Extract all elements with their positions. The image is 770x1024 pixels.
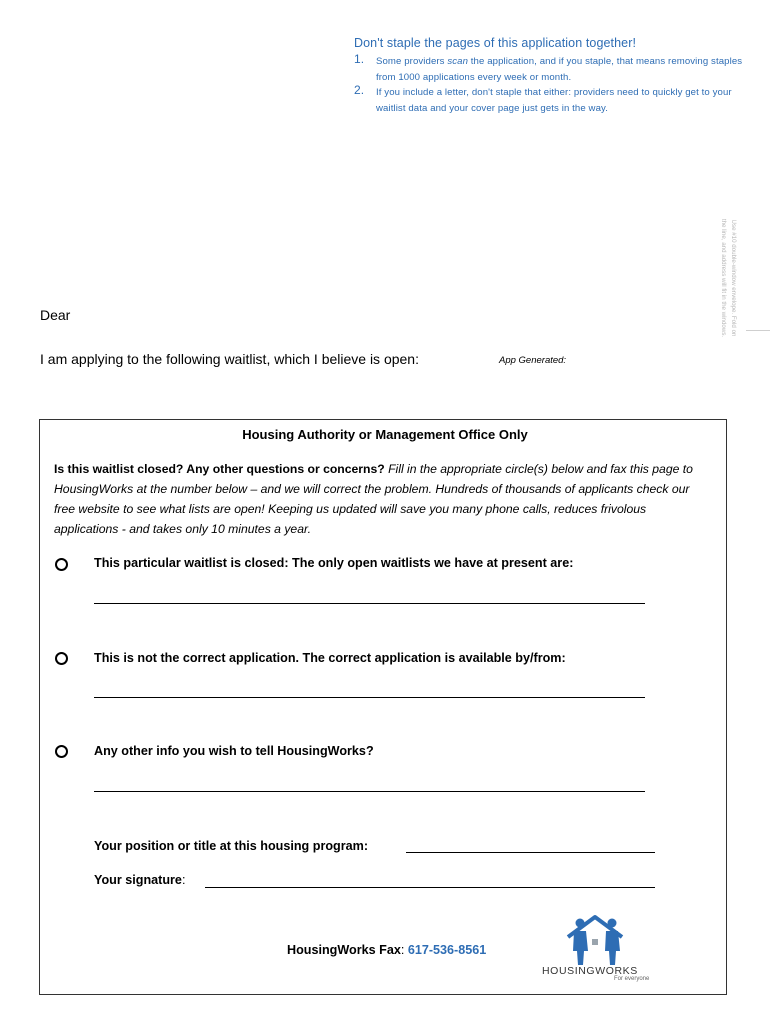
office-instructions [54,459,698,539]
staple-notice [354,36,749,116]
option-other-info-radio[interactable] [55,745,68,758]
office-instruction-text: Fill in the appropriate circle(s) below and fax this page to HousingWorks at the number below – and we will correct the problem. Hundreds of thousands of applicants check our free website to see what lists are open! Keeping us updated will save you many phone calls, reduces frivolous applications - and takes only 10 minutes a year. [54,462,693,536]
logo-wordmark: HOUSINGWORKS [542,965,638,977]
item-text: If you include a letter, don't staple that either: providers need to quickly get to your waitlist data and your cover page just gets in the way. [376,87,732,114]
signature-label-wrap [94,873,185,887]
staple-notice-item-1 [354,54,749,85]
item-number: 2. [354,83,365,97]
app-generated-label: App Generated: [499,355,567,366]
logo-tagline: For everyone [614,976,650,982]
option-wrong-app-answer-line[interactable] [94,696,645,698]
fax-line [287,943,486,957]
fax-colon: : [400,943,408,957]
signature-line[interactable] [205,886,655,888]
item-number: 1. [354,52,365,66]
item-text-pre: Some providers [376,56,448,67]
office-question: Is this waitlist closed? Any other questions or concerns? [54,462,385,476]
housingworks-logo [540,909,670,989]
fax-label: HousingWorks Fax [287,943,401,957]
option-closed-radio[interactable] [55,558,68,571]
position-label: Your position or title at this housing program: [94,839,369,853]
staple-notice-list [354,54,749,116]
house-people-icon [540,909,670,989]
fold-line-mark [746,330,770,331]
fax-number[interactable]: 617-536-8561 [407,943,487,957]
option-other-info-answer-line[interactable] [94,790,645,792]
signature-label: Your signature [94,873,182,887]
option-closed-answer-line[interactable] [94,602,645,604]
signature-colon: : [181,873,186,887]
applying-statement: I am applying to the following waitlist, which I believe is open: [40,351,419,367]
item-text-post: the application, and if you staple, that means removing staples from 1000 applications every week or month. [376,56,743,83]
option-closed-label: This particular waitlist is closed: The only open waitlists we have at present are: [94,556,574,570]
staple-notice-heading: Don't staple the pages of this application together! [354,36,637,50]
staple-notice-item-2 [354,85,749,116]
office-only-title: Housing Authority or Management Office Only [242,427,528,442]
option-other-info-label: Any other info you wish to tell HousingWorks? [94,744,374,758]
position-line[interactable] [406,851,655,853]
envelope-instructions: Use #10 double-window envelope. Fold on the line, and address will fit in the windows. [720,218,737,338]
option-wrong-app-radio[interactable] [55,652,68,665]
option-wrong-app-label: This is not the correct application. The correct application is available by/from: [94,651,566,665]
item-text-emphasis: scan [447,56,469,67]
salutation: Dear [40,307,71,323]
